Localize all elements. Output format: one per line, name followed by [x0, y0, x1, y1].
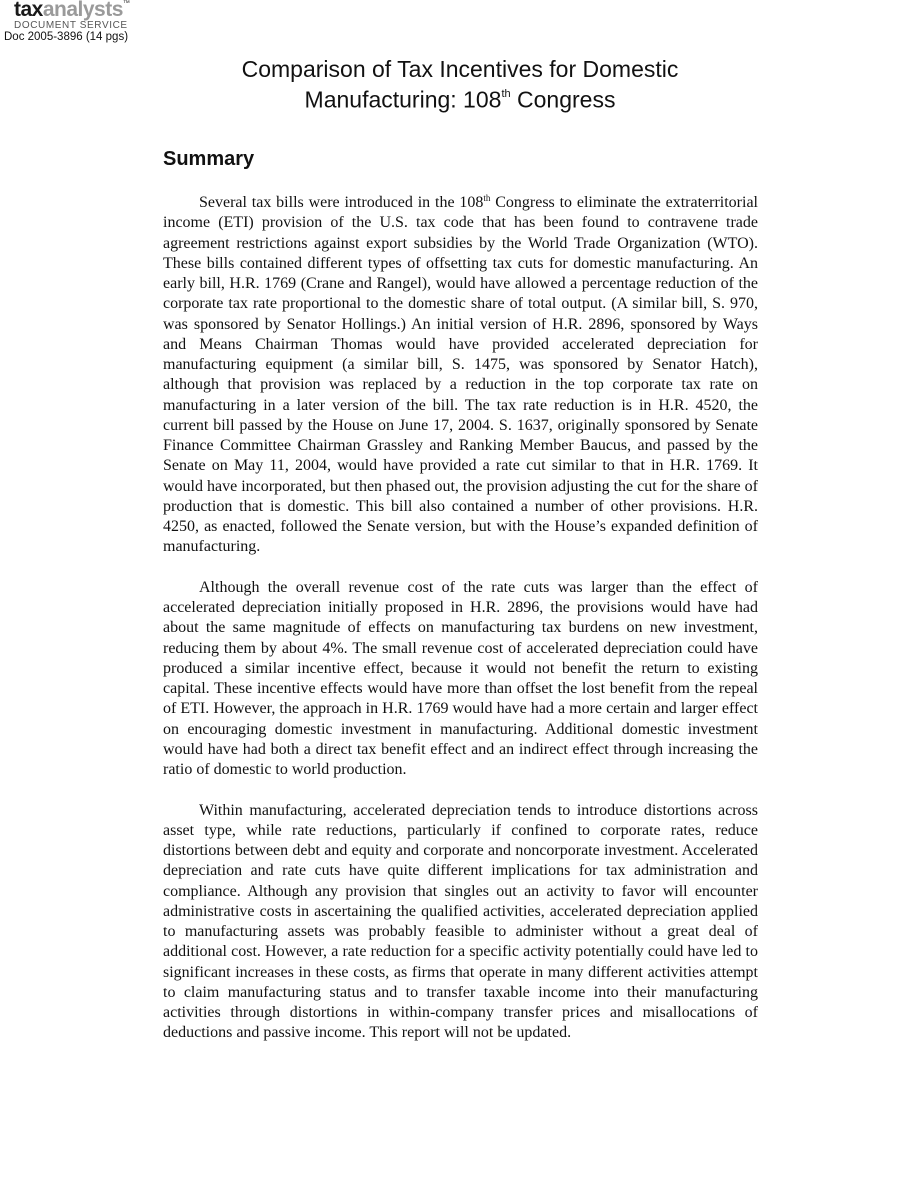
- paragraph-1-superscript: th: [483, 193, 491, 203]
- title-line-1: Comparison of Tax Incentives for Domestic: [241, 56, 679, 82]
- page-title: [160, 56, 760, 114]
- title-line-2-text: Manufacturing: 108: [304, 86, 502, 113]
- paragraph-2: Although the overall revenue cost of the rate cuts was larger than the effect of accelerated depreciation initially proposed in H.R. 2896, the provisions would have had about the same magnitude of effects on manufacturing tax burdens on new investment, reducing them by about 4%. The small revenue cost of accelerated depreciation could have produced a similar incentive effect, because it would not benefit the return to existing capital. These incentive effects would have more than offset the lost benefit from the repeal of ETI. However, the approach in H.R. 1769 would have had a more certain and larger effect on encouraging domestic investment in manufacturing. Additional domestic investment would have had both a direct tax benefit effect and an indirect effect through increasing the ratio of domestic to world production.: [163, 578, 758, 778]
- logo-subtitle: DOCUMENT SERVICE: [14, 20, 128, 31]
- logo-trademark: ™: [122, 0, 130, 7]
- title-line-2-suffix: Congress: [510, 86, 616, 113]
- tax-analysts-logo: [14, 0, 139, 31]
- document-body: [163, 193, 758, 1064]
- logo-wordmark: [14, 0, 123, 20]
- paragraph-3: Within manufacturing, accelerated depreciation tends to introduce distortions across asset type, while rate reductions, particularly if confined to corporate rates, reduce distortions between debt and equity and corporate and noncorporate investment. Accelerated depreciation and rate cuts have quite different implications for tax administration and compliance. Although any provision that singles out an activity to favor will encounter administrative costs in ascertaining the qualified activities, accelerated depreciation applied to manufacturing assets was probably feasible to administer without a great deal of additional cost. However, a rate reduction for a specific activity potentially could have led to significant increases in these costs, as firms that operate in many different activities attempt to claim manufacturing status and to transfer taxable income into their manufacturing activities through distortions in within-company transfer prices and misallocations of deductions and passive income. This report will not be updated.: [163, 801, 758, 1042]
- paragraph-1: [163, 193, 758, 558]
- document-id: Doc 2005-3896 (14 pgs): [4, 31, 129, 43]
- logo-bold-text: tax: [14, 0, 43, 21]
- paragraph-1-lead: Several tax bills were introduced in the 108: [199, 194, 484, 211]
- title-line-2: [160, 83, 760, 114]
- paragraph-1-rest: Congress to eliminate the extraterritorial income (ETI) provision of the U.S. tax code that has been found to contravene trade agreement restrictions against export subsidies by the World Trade Organization (WTO). These bills contained different types of offsetting tax cuts for domestic manufacturing. An early bill, H.R. 1769 (Crane and Rangel), would have allowed a percentage reduction of the corporate tax rate proportional to the domestic share of total output. (A similar bill, S. 970, was sponsored by Senator Hollings.) An initial version of H.R. 2896, sponsored by Ways and Means Chairman Thomas would have provided accelerated depreciation for manufacturing equipment (a similar bill, S. 1475, was sponsored by Senator Hatch), although that provision was replaced by a reduction in the top corporate tax rate on manufacturing in a later version of the bill. The tax rate reduction is in H.R. 4520, the current bill passed by the House on June 17, 2004. S. 1637, originally sponsored by Senate Finance Committee Chairman Grassley and Ranking Member Baucus, and passed by the Senate on May 11, 2004, would have provided a rate cut similar to that in H.R. 1769. It would have incorporated, but then phased out, the provision adjusting the cut for the share of production that is domestic. This bill also contained a number of other provisions. H.R. 4250, as enacted, followed the Senate version, but with the House’s expanded definition of manufacturing.: [163, 194, 758, 556]
- section-heading: Summary: [163, 148, 255, 170]
- title-superscript: th: [501, 88, 511, 100]
- logo-light-text: analysts: [42, 0, 123, 21]
